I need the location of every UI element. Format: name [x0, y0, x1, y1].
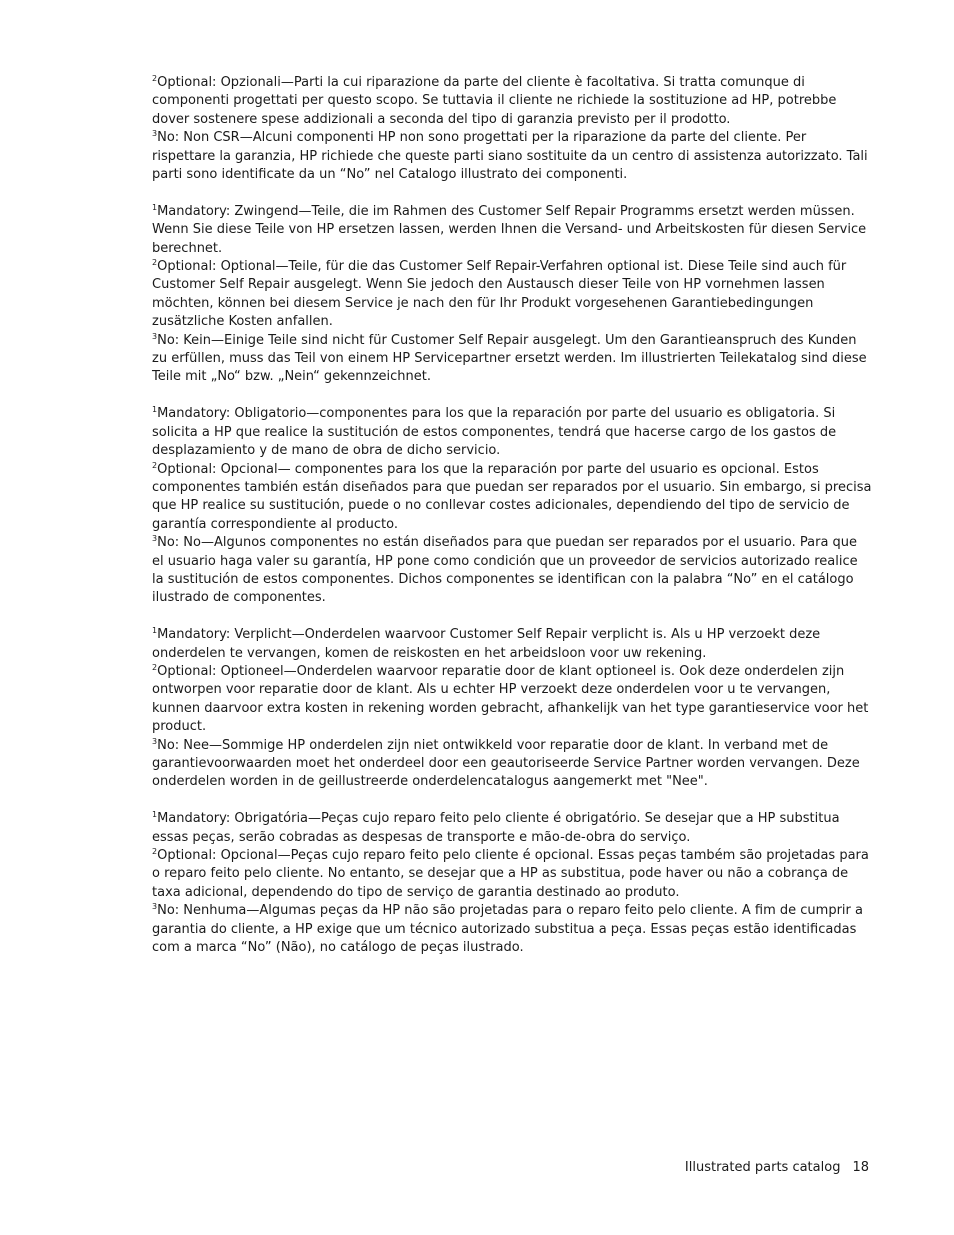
footnote-mandatory: [152, 810, 872, 847]
footnote-text: Optional: Opzionali—Parti la cui riparazione da parte del cliente è facoltativa. Si tratta comunque di componenti progettati per questo scopo. Se tuttavia il cliente ne richiede la sostituzione ad HP, potrebbe dover sostenere spese addizionali a seconda del tipo di garanzia previsto per il prodotto.: [152, 75, 837, 127]
note-group-dutch: [152, 626, 872, 792]
footnote-marker: 3: [152, 331, 158, 341]
footnote-marker: 2: [152, 74, 158, 83]
footnote-marker: 2: [152, 460, 158, 470]
footnote-marker: 1: [152, 202, 158, 212]
footnote-optional: [152, 461, 872, 535]
footnote-no: [152, 332, 872, 387]
footnote-optional: [152, 258, 872, 332]
footnote-optional: [152, 847, 872, 902]
footnote-text: Optional: Optioneel—Onderdelen waarvoor reparatie door de klant optioneel is. Ook deze onderdelen zijn ontworpen voor reparatie door de klant. Als u echter HP verzoekt deze onderdelen voor u te vervangen, kunnen daarvoor extra kosten in rekening worden gebracht, afhankelijk van het type garantieservice voor het product.: [152, 663, 869, 735]
footnote-text: Mandatory: Zwingend—Teile, die im Rahmen des Customer Self Repair Programms ersetzt werden müssen. Wenn Sie diese Teile von HP ersetzen lassen, werden Ihnen die Versand- und Arbeitskosten für diesen Service berechnet.: [152, 203, 867, 256]
footnote-no: [152, 902, 872, 957]
note-group-german: [152, 203, 872, 387]
page-number: 18: [852, 1160, 869, 1175]
footnote-no: [152, 534, 872, 608]
footnote-marker: 3: [152, 736, 158, 746]
footnote-text: Optional: Opcional— componentes para los que la reparación por parte del usuario es opcional. Estos componentes también están diseñados para que puedan ser reparados por el usuario. Sin embargo, si precisa que HP realice su sustitución, puede o no conllevar costes adicionales, dependiendo del tipo de servicio de garantía correspondiente al producto.: [152, 461, 872, 532]
footnote-optional: [152, 663, 872, 737]
footnote-text: No: Nenhuma—Algumas peças da HP não são projetadas para o reparo feito pelo cliente. A fim de cumprir a garantia do cliente, a HP exige que um técnico autorizado substitua a peça. Essas peças estão identificadas com a marca “No” (Não), no catálogo de peças ilustrado.: [152, 903, 863, 956]
footnote-text: Optional: Opcional—Peças cujo reparo feito pelo cliente é opcional. Essas peças também são projetadas para o reparo feito pelo cliente. No entanto, se desejar que a HP as substitua, pode haver ou não a cobrança de taxa adicional, dependendo do tipo de serviço de garantia destinado ao produto.: [152, 848, 869, 900]
note-group-portuguese: [152, 810, 872, 957]
footnote-mandatory: [152, 626, 872, 663]
note-group-italian: [152, 74, 872, 184]
footnote-text: Optional: Optional—Teile, für die das Customer Self Repair-Verfahren optional ist. Diese Teile sind auch für Customer Self Repair ausgelegt. Wenn Sie jedoch den Austausch dieser Teile von HP vornehmen lassen möchten, können bei diesem Service je nach den für Ihr Produkt vorgesehenen Garantiebedingungen zusätzliche Kosten anfallen.: [152, 259, 847, 330]
document-body: [152, 74, 872, 976]
footnote-no: [152, 737, 872, 792]
footnote-no: [152, 129, 872, 184]
note-group-spanish: [152, 405, 872, 607]
footnote-marker: 1: [152, 810, 158, 820]
footnote-marker: 2: [152, 847, 158, 856]
footnote-mandatory: [152, 405, 872, 460]
footnote-marker: 3: [152, 534, 158, 544]
footer-section-title: Illustrated parts catalog: [684, 1160, 841, 1175]
footnote-text: Mandatory: Verplicht—Onderdelen waarvoor Customer Self Repair verplicht is. Als u HP verzoekt deze onderdelen te vervangen, komen de reiskosten en het arbeidsloon voor uw rekening.: [152, 627, 821, 661]
footnote-marker: 3: [152, 902, 158, 912]
page-footer: [685, 1159, 869, 1177]
footnote-text: No: Kein—Einige Teile sind nicht für Customer Self Repair ausgelegt. Um den Garantieanspruch des Kunden zu erfüllen, muss das Teil von einem HP Servicepartner ersetzt werden. Im illustrierten Teilekatalog sind diese Teile mit „No“ bzw. „Nein“ gekennzeichnet.: [152, 332, 867, 385]
footnote-marker: 1: [152, 626, 158, 636]
footnote-text: Mandatory: Obligatorio—componentes para los que la reparación por parte del usuario es obligatoria. Si solicita a HP que realice la sustitución de estos componentes, tendrá que hacerse cargo de los gastos de desplazamiento y de mano de obra de dicho servicio.: [152, 406, 837, 459]
footnote-text: No: Nee—Sommige HP onderdelen zijn niet ontwikkeld voor reparatie door de klant. In verband met de garantievoorwaarden moet het onderdeel door een geautoriseerde Service Partner worden vervangen. Deze onderdelen worden in de geillustreerde onderdelencatalogus aangemerkt met "Nee".: [152, 737, 860, 790]
footnote-marker: 2: [152, 662, 158, 672]
footnote-text: Mandatory: Obrigatória—Peças cujo reparo feito pelo cliente é obrigatório. Se desejar que a HP substitua essas peças, serão cobradas as despesas de transporte e mão-de-obra do serviço.: [152, 811, 840, 845]
footnote-marker: 1: [152, 405, 158, 415]
footnote-optional: [152, 74, 872, 129]
footnote-text: No: Non CSR—Alcuni componenti HP non sono progettati per la riparazione da parte del cliente. Per rispettare la garanzia, HP richiede che queste parti siano sostituite da un centro di assistenza autorizzato. Tali parti sono identificate da un “No” nel Catalogo illustrato dei componenti.: [152, 130, 868, 183]
footnote-marker: 3: [152, 129, 158, 139]
footnote-text: No: No—Algunos componentes no están diseñados para que puedan ser reparados por el usuario. Para que el usuario haga valer su garantía, HP pone como condición que un proveedor de servicios autorizado realice la sustitución de estos componentes. Dichos componentes se identifican con la palabra “No” en el catálogo ilustrado de componentes.: [152, 535, 858, 606]
footnote-marker: 2: [152, 258, 158, 268]
footnote-mandatory: [152, 203, 872, 258]
